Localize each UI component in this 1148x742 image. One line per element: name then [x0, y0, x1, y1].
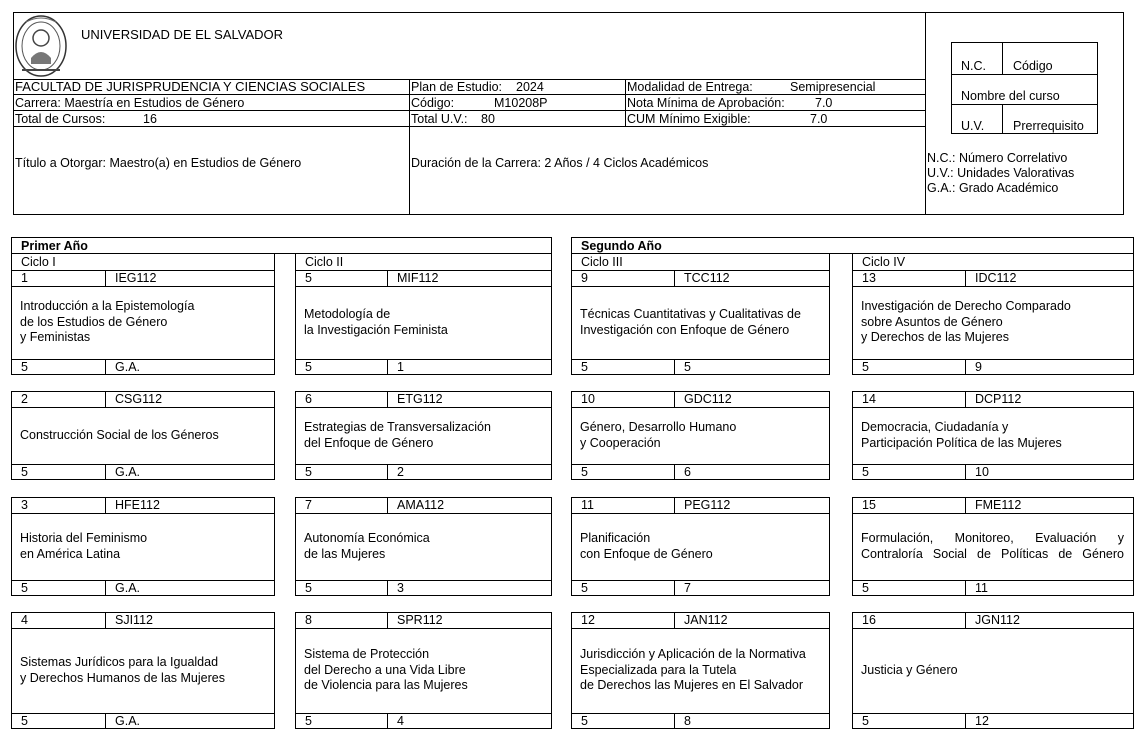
total-uv-label: Total U.V.: — [411, 112, 468, 126]
course-prereq: 12 — [975, 714, 989, 728]
course-card-bottom-rule — [295, 464, 552, 465]
legend-bottom-divider — [1002, 104, 1003, 134]
course-card-top-divider — [387, 612, 388, 628]
course-nc: 9 — [581, 271, 588, 285]
cycle-label: Ciclo III — [581, 255, 623, 269]
course-code: MIF112 — [397, 271, 439, 285]
course-name: Planificación con Enfoque de Género — [580, 531, 713, 561]
course-name: Investigación de Derecho Comparado sobre Asuntos de Género y Derechos de las Mujeres — [861, 299, 1071, 344]
total-courses-value: 16 — [143, 112, 157, 126]
course-nc: 1 — [21, 271, 28, 285]
duration: Duración de la Carrera: 2 Años / 4 Ciclos Académicos — [411, 156, 709, 170]
course-card-top-divider — [965, 391, 966, 407]
course-nc: 15 — [862, 498, 876, 512]
course-card-bottom-divider — [105, 464, 106, 480]
course-prereq: 11 — [975, 581, 988, 595]
course-uv: 5 — [21, 360, 28, 374]
course-nc: 10 — [581, 392, 595, 406]
course-nc: 2 — [21, 392, 28, 406]
course-card-bottom-divider — [965, 464, 966, 480]
course-uv: 5 — [581, 581, 588, 595]
course-card-bottom-rule — [11, 580, 275, 581]
course-nc: 14 — [862, 392, 876, 406]
course-name: Género, Desarrollo Humano y Cooperación — [580, 420, 737, 450]
course-card-top-divider — [674, 391, 675, 407]
course-card-top-divider — [105, 497, 106, 513]
header-col-divider-1 — [409, 79, 410, 215]
year-box-1 — [11, 237, 552, 254]
course-card-top-divider — [674, 497, 675, 513]
course-prereq: 6 — [684, 465, 691, 479]
course-name: Construcción Social de los Géneros — [20, 428, 219, 442]
header-col-divider-2 — [625, 79, 626, 127]
career-name: Carrera: Maestría en Estudios de Género — [15, 96, 245, 110]
course-code: AMA112 — [397, 498, 445, 512]
course-code: FME112 — [975, 498, 1022, 512]
course-card-bottom-divider — [674, 359, 675, 375]
course-prereq: 2 — [397, 465, 404, 479]
course-code: CSG112 — [115, 392, 163, 406]
course-code: TCC112 — [684, 271, 730, 285]
legend-top-divider — [1002, 42, 1003, 74]
course-nc: 4 — [21, 613, 28, 627]
course-prereq: 4 — [397, 714, 404, 728]
course-card-top-rule — [11, 513, 275, 514]
course-prereq: G.A. — [115, 360, 141, 374]
header-divider-right — [925, 12, 926, 215]
legend-nombre: Nombre del curso — [961, 89, 1060, 103]
course-name: Introducción a la Epistemología de los Estudios de Género y Feministas — [20, 299, 195, 344]
course-card-bottom-divider — [105, 359, 106, 375]
course-code: SPR112 — [397, 613, 443, 627]
course-card-top-rule — [11, 286, 275, 287]
course-name: Técnicas Cuantitativas y Cualitativas de Investigación con Enfoque de Género — [580, 307, 801, 337]
total-courses-label: Total de Cursos: — [15, 112, 106, 126]
code-label: Código: — [411, 96, 455, 110]
course-card-top-divider — [105, 612, 106, 628]
course-card-bottom-divider — [965, 713, 966, 729]
legend-codigo: Código — [1013, 59, 1053, 73]
legend-rule-2 — [951, 104, 1098, 105]
course-card-bottom-rule — [11, 464, 275, 465]
course-code: SJI112 — [115, 613, 153, 627]
course-card-top-rule — [852, 407, 1134, 408]
course-uv: 5 — [21, 714, 28, 728]
course-name: Democracia, Ciudadanía y Participación Política de las Mujeres — [861, 420, 1062, 450]
course-uv: 5 — [305, 581, 312, 595]
course-code: GDC112 — [684, 392, 732, 406]
university-name: UNIVERSIDAD DE EL SALVADOR — [81, 27, 284, 42]
course-prereq: 5 — [684, 360, 691, 374]
cum-value: 7.0 — [810, 112, 828, 126]
course-card-top-rule — [852, 628, 1134, 629]
course-nc: 12 — [581, 613, 595, 627]
course-nc: 13 — [862, 271, 876, 285]
course-prereq: 10 — [975, 465, 989, 479]
course-card-top-rule — [295, 513, 552, 514]
course-nc: 6 — [305, 392, 312, 406]
course-uv: 5 — [305, 360, 312, 374]
course-name: Formulación, Monitoreo, Evaluación y Contraloría Social de Políticas de Género — [861, 531, 1124, 561]
header-rule-2 — [13, 94, 925, 95]
course-card-bottom-divider — [387, 464, 388, 480]
course-code: ETG112 — [397, 392, 443, 406]
course-card-top-rule — [571, 286, 830, 287]
course-code: IDC112 — [975, 271, 1017, 285]
course-card-top-divider — [674, 612, 675, 628]
course-prereq: G.A. — [115, 465, 141, 479]
min-grade-value: 7.0 — [815, 96, 833, 110]
course-uv: 5 — [862, 360, 869, 374]
course-nc: 5 — [305, 271, 312, 285]
header-rule-4 — [13, 126, 925, 127]
course-card-bottom-rule — [852, 580, 1134, 581]
course-code: PEG112 — [684, 498, 731, 512]
course-card-top-rule — [295, 286, 552, 287]
plan-label: Plan de Estudio: — [411, 80, 503, 94]
course-card-top-rule — [571, 513, 830, 514]
course-card-bottom-rule — [11, 713, 275, 714]
course-card-bottom-rule — [852, 464, 1134, 465]
course-card-top-divider — [387, 391, 388, 407]
course-card-bottom-divider — [965, 580, 966, 596]
cum-label: CUM Mínimo Exigible: — [627, 112, 751, 126]
course-name: Historia del Feminismo en América Latina — [20, 531, 148, 561]
course-card-top-rule — [852, 513, 1134, 514]
course-uv: 5 — [862, 581, 869, 595]
total-uv-value: 80 — [481, 112, 495, 126]
course-uv: 5 — [581, 465, 588, 479]
course-prereq: 9 — [975, 360, 982, 374]
code-value: M10208P — [494, 96, 548, 110]
legend-line-ga: G.A.: Grado Académico — [927, 181, 1059, 195]
course-name: Sistemas Jurídicos para la Igualdad y Derechos Humanos de las Mujeres — [20, 655, 225, 685]
course-card-bottom-divider — [674, 464, 675, 480]
course-card-bottom-rule — [571, 713, 830, 714]
year-label-2: Segundo Año — [581, 239, 662, 253]
course-code: DCP112 — [975, 392, 1022, 406]
course-prereq: 3 — [397, 581, 404, 595]
course-uv: 5 — [21, 581, 28, 595]
course-card-bottom-divider — [674, 580, 675, 596]
course-uv: 5 — [862, 465, 869, 479]
course-card-bottom-rule — [571, 580, 830, 581]
course-nc: 8 — [305, 613, 312, 627]
course-name: Autonomía Económica de las Mujeres — [304, 531, 430, 561]
course-card-top-divider — [387, 497, 388, 513]
course-card-bottom-rule — [11, 359, 275, 360]
course-name: Sistema de Protección del Derecho a una Vida Libre de Violencia para las Mujeres — [304, 647, 468, 692]
min-grade-label: Nota Mínima de Aprobación: — [627, 96, 785, 110]
course-card-bottom-rule — [295, 359, 552, 360]
course-card-bottom-divider — [105, 580, 106, 596]
course-nc: 16 — [862, 613, 876, 627]
modality-value: Semipresencial — [790, 80, 876, 94]
course-card-bottom-rule — [295, 580, 552, 581]
course-name: Jurisdicción y Aplicación de la Normativa Especializada para la Tutela de Derechos las Mujeres en El Salvador — [580, 647, 806, 692]
course-card-bottom-divider — [387, 713, 388, 729]
cycle-label: Ciclo II — [305, 255, 344, 269]
course-nc: 11 — [581, 498, 594, 512]
course-prereq: 8 — [684, 714, 691, 728]
modality-label: Modalidad de Entrega: — [627, 80, 753, 94]
course-card-bottom-divider — [674, 713, 675, 729]
course-card-bottom-rule — [571, 464, 830, 465]
legend-line-uv: U.V.: Unidades Valorativas — [927, 166, 1075, 180]
faculty-name: FACULTAD DE JURISPRUDENCIA Y CIENCIAS SOCIALES — [15, 79, 366, 94]
legend-prerreq: Prerrequisito — [1013, 119, 1084, 133]
legend-line-nc: N.C.: Número Correlativo — [927, 151, 1068, 165]
course-code: HFE112 — [115, 498, 160, 512]
degree-title: Título a Otorgar: Maestro(a) en Estudios de Género — [15, 156, 302, 170]
course-uv: 5 — [581, 714, 588, 728]
course-card-top-divider — [105, 270, 106, 286]
course-card-top-divider — [674, 270, 675, 286]
legend-rule-1 — [951, 74, 1098, 75]
course-card-top-rule — [852, 286, 1134, 287]
course-prereq: G.A. — [115, 581, 141, 595]
course-prereq: G.A. — [115, 714, 141, 728]
course-prereq: 7 — [684, 581, 691, 595]
course-card-bottom-divider — [387, 359, 388, 375]
course-card-top-rule — [295, 628, 552, 629]
course-card-bottom-divider — [965, 359, 966, 375]
course-prereq: 1 — [397, 360, 404, 374]
course-uv: 5 — [862, 714, 869, 728]
course-nc: 7 — [305, 498, 312, 512]
course-card-top-divider — [965, 270, 966, 286]
course-uv: 5 — [305, 465, 312, 479]
course-nc: 3 — [21, 498, 28, 512]
course-card-bottom-rule — [295, 713, 552, 714]
course-card-bottom-rule — [852, 359, 1134, 360]
plan-value: 2024 — [516, 80, 544, 94]
course-code: JGN112 — [975, 613, 1020, 627]
course-card-top-rule — [295, 407, 552, 408]
course-card-top-rule — [11, 407, 275, 408]
course-card-bottom-divider — [105, 713, 106, 729]
course-card-bottom-rule — [852, 713, 1134, 714]
university-seal — [14, 14, 68, 78]
course-uv: 5 — [21, 465, 28, 479]
cycle-label: Ciclo IV — [862, 255, 906, 269]
cycle-label: Ciclo I — [21, 255, 56, 269]
course-card-top-divider — [387, 270, 388, 286]
course-name: Justicia y Género — [861, 663, 958, 677]
legend-uv: U.V. — [961, 119, 985, 133]
legend-nc: N.C. — [961, 59, 986, 73]
course-card-top-divider — [965, 612, 966, 628]
course-name: Estrategias de Transversalización del Enfoque de Género — [304, 420, 491, 450]
course-uv: 5 — [305, 714, 312, 728]
course-card-bottom-divider — [387, 580, 388, 596]
course-uv: 5 — [581, 360, 588, 374]
course-card-top-divider — [105, 391, 106, 407]
year-label-1: Primer Año — [21, 239, 88, 253]
course-card-top-divider — [965, 497, 966, 513]
course-card-bottom-rule — [571, 359, 830, 360]
course-code: JAN112 — [684, 613, 728, 627]
header-rule-3 — [13, 110, 925, 111]
course-code: IEG112 — [115, 271, 157, 285]
course-card-top-rule — [571, 407, 830, 408]
course-card-top-rule — [571, 628, 830, 629]
course-name: Metodología de la Investigación Feminista — [304, 307, 448, 337]
course-card-top-rule — [11, 628, 275, 629]
